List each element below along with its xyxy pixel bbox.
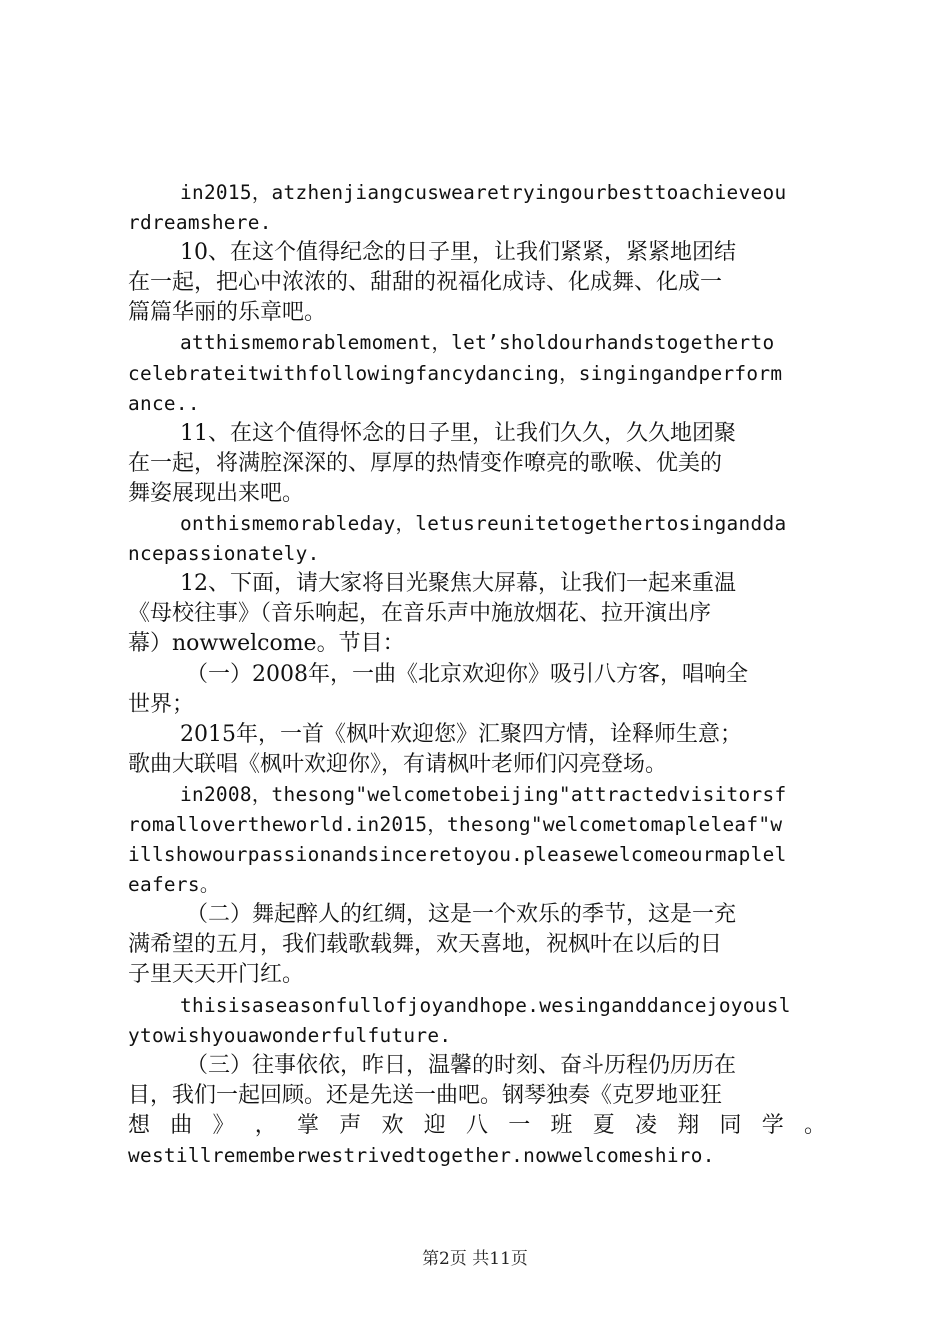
text-line: 《母校往事》（音乐响起，在音乐声中施放烟花、拉开演出序: [128, 601, 712, 627]
text-line: in2008，thesong"welcometobeijing"attractedvisitorsf: [180, 782, 787, 806]
text-line: celebrateitwithfollowingfancydancing，singingandperform: [128, 361, 783, 385]
text-line: 篇篇华丽的乐章吧。: [128, 300, 327, 326]
text-line: in2015，atzhenjiangcuswearetryingourbesttoachieveou: [180, 181, 787, 204]
page-number-footer: 第2页 共11页: [422, 1249, 528, 1269]
text-line: 目，我们一起回顾。还是先送一曲吧。钢琴独奏《克罗地亚狂: [128, 1082, 723, 1108]
text-line: ncepassionately.: [128, 542, 320, 566]
text-line: （一）2008年，一曲《北京欢迎你》吸引八方客，唱响全: [186, 661, 748, 687]
text-line: ance..: [128, 391, 200, 415]
text-line: 2015年，一首《枫叶欢迎您》汇聚四方情，诠释师生意；: [180, 721, 742, 747]
text-line: 幕）nowwelcome。节目：: [128, 631, 405, 657]
text-line: （二）舞起醉人的红绸，这是一个欢乐的季节，这是一充: [186, 902, 737, 928]
text-line: thisisaseasonfullofjoyandhope.wesinganddancejoyousl: [180, 993, 791, 1017]
document-body: [128, 178, 832, 1171]
text-line: 在一起，将满腔深深的、厚厚的热情变作嘹亮的歌喉、优美的: [128, 450, 723, 476]
text-line: 12、下面，请大家将目光聚焦大屏幕，让我们一起来重温: [180, 571, 736, 597]
text-line: rdreamshere.: [128, 211, 272, 235]
text-line: 在一起，把心中浓浓的、甜甜的祝福化成诗、化成舞、化成一: [128, 270, 723, 296]
text-line: 子里天天开门红。: [128, 962, 305, 988]
text-line: 11、在这个值得怀念的日子里，让我们久久，久久地团聚: [180, 420, 736, 446]
text-line: 10、在这个值得纪念的日子里，让我们紧紧，紧紧地团结: [180, 240, 736, 266]
text-line: romallovertheworld.in2015，thesong"welcometomapleleaf"w: [128, 812, 783, 836]
text-line: eafers。: [128, 873, 220, 897]
text-line: 舞姿展现出来吧。: [128, 480, 305, 506]
text-line: illshowourpassionandsinceretoyou.pleasewelcomeourmaplel: [128, 843, 787, 867]
text-line: 世界；: [128, 691, 195, 717]
text-line: （三）往事依依，昨日，温馨的时刻、奋斗历程仍历历在: [186, 1052, 737, 1078]
text-line: 歌曲大联唱《枫叶欢迎你》，有请枫叶老师们闪亮登场。: [128, 751, 668, 777]
text-line: ytowishyouawonderfulfuture.: [128, 1023, 452, 1047]
text-line: atthismemorablemoment，let’sholdourhandstogetherto: [180, 331, 775, 355]
text-line: 满希望的五月，我们载歌载舞，欢天喜地，祝枫叶在以后的日: [128, 932, 723, 958]
text-line: onthismemorableday，letusreunitetogethertosinganddа: [180, 512, 787, 536]
text-line: westillrememberwestrivedtogether.nowwelcomeshiro.: [128, 1144, 715, 1167]
text-line: 想 曲 》 ， 掌 声 欢 迎 八 一 班 夏 凌 翔 同 学 。: [128, 1112, 832, 1138]
